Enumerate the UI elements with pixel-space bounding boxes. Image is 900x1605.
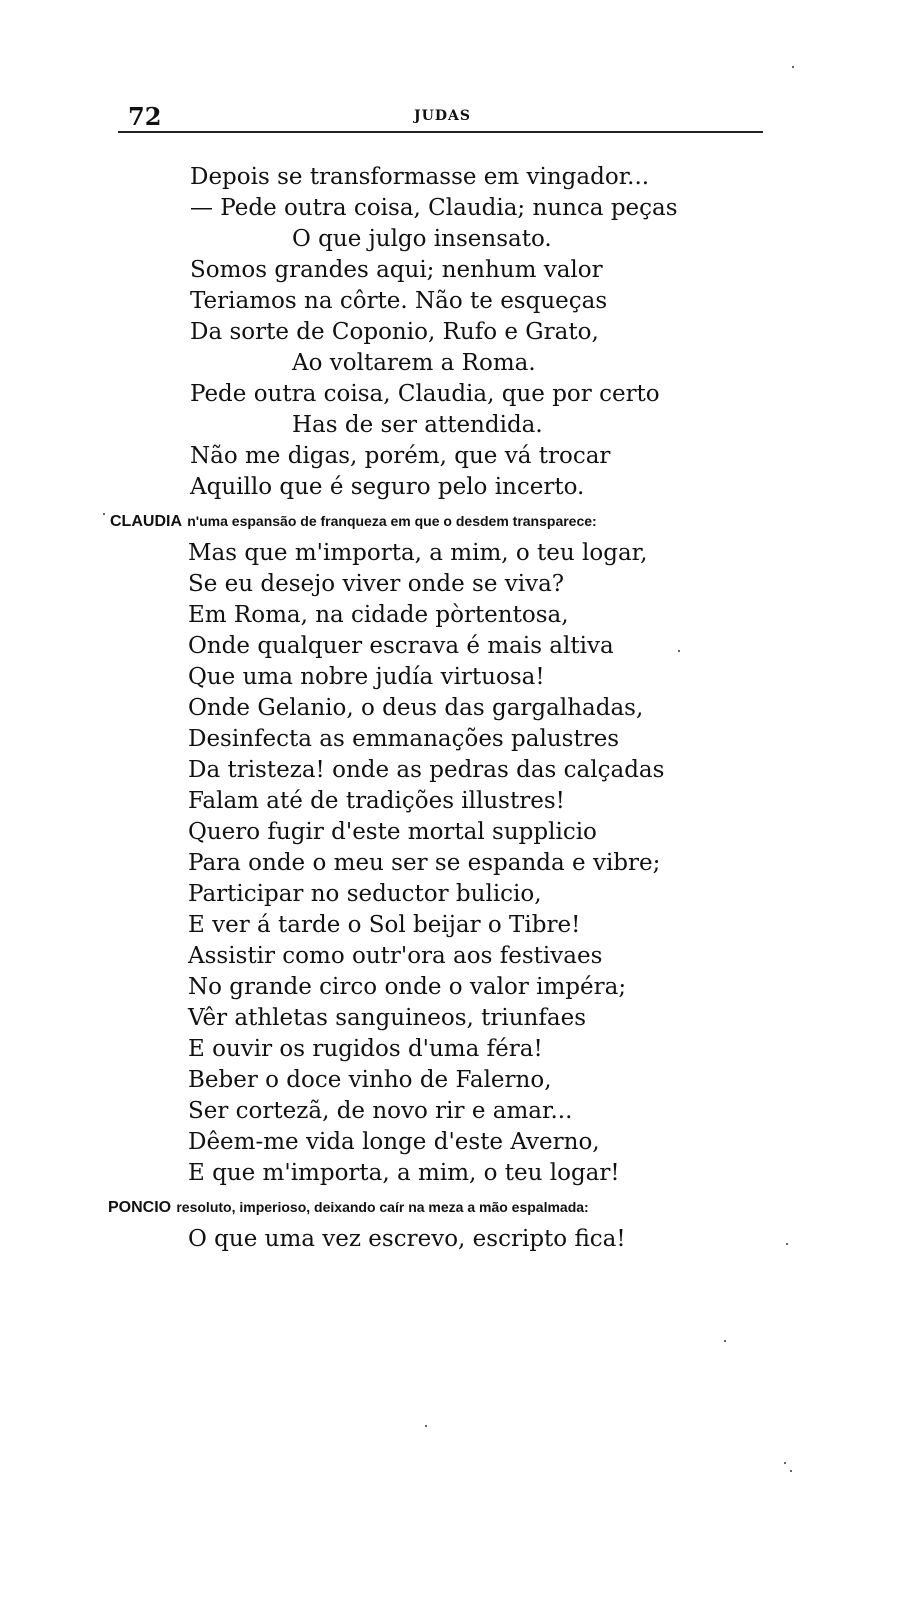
verse-line: Onde qualquer escrava é mais altiva — [188, 633, 614, 659]
header-rule — [118, 131, 763, 133]
verse-line: Aquillo que é seguro pelo incerto. — [190, 474, 585, 500]
verse-line: E ouvir os rugidos d'uma féra! — [188, 1036, 543, 1062]
verse-line: Quero fugir d'este mortal supplicio — [188, 819, 597, 845]
verse-line: O que uma vez escrevo, escripto fica! — [188, 1226, 626, 1252]
scan-speck — [792, 66, 794, 68]
verse-line: E ver á tarde o Sol beijar o Tibre! — [188, 912, 581, 938]
verse-line: Não me digas, porém, que vá trocar — [190, 443, 611, 469]
scan-speck — [678, 650, 680, 652]
scan-speck — [425, 1425, 427, 1427]
running-title: JUDAS — [414, 108, 471, 124]
verse-line: Ser cortezã, de novo rir e amar... — [188, 1098, 573, 1124]
scan-speck — [784, 1462, 786, 1464]
verse-line: Vêr athletas sanguineos, triunfaes — [188, 1005, 586, 1031]
verse-line: Assistir como outr'ora aos festivaes — [188, 943, 603, 969]
verse-line: Teriamos na côrte. Não te esqueças — [190, 288, 608, 314]
speaker-heading-claudia — [110, 509, 597, 533]
verse-line: Falam até de tradições illustres! — [188, 788, 565, 814]
verse-line: Que uma nobre judía virtuosa! — [188, 664, 545, 690]
verse-line: Da sorte de Coponio, Rufo e Grato, — [190, 319, 599, 345]
verse-line: Dêem-me vida longe d'este Averno, — [188, 1129, 600, 1155]
page-number: 72 — [128, 102, 162, 131]
verse-line: Onde Gelanio, o deus das gargalhadas, — [188, 695, 644, 721]
scan-speck — [103, 513, 105, 515]
verse-line: O que julgo insensato. — [292, 226, 552, 252]
verse-line: Mas que m'importa, a mim, o teu logar, — [188, 540, 648, 566]
speaker-name: CLAUDIA — [110, 513, 182, 530]
stage-direction: resoluto, imperioso, deixando caír na meza a mão espalmada: — [176, 1199, 589, 1215]
verse-line: Desinfecta as emmanações palustres — [188, 726, 620, 752]
verse-line: Em Roma, na cidade pòrtentosa, — [188, 602, 569, 628]
scan-speck — [790, 1470, 792, 1472]
verse-line: Somos grandes aqui; nenhum valor — [190, 257, 603, 283]
verse-line: Has de ser attendida. — [292, 412, 543, 438]
verse-line: Pede outra coisa, Claudia, que por certo — [190, 381, 660, 407]
verse-line: Ao voltarem a Roma. — [292, 350, 536, 376]
verse-line: Beber o doce vinho de Falerno, — [188, 1067, 552, 1093]
verse-line: Participar no seductor bulicio, — [188, 881, 542, 907]
verse-line: No grande circo onde o valor impéra; — [188, 974, 627, 1000]
verse-line: — Pede outra coisa, Claudia; nunca peças — [190, 195, 678, 221]
page-header — [118, 100, 763, 134]
verse-line: Para onde o meu ser se espanda e vibre; — [188, 850, 661, 876]
stage-direction: n'uma espansão de franqueza em que o desdem transparece: — [187, 513, 597, 529]
scan-speck — [724, 1340, 726, 1342]
speaker-name: PONCIO — [108, 1199, 172, 1216]
verse-line: Da tristeza! onde as pedras das calçadas — [188, 757, 665, 783]
verse-line: E que m'importa, a mim, o teu logar! — [188, 1160, 620, 1186]
verse-line: Se eu desejo viver onde se viva? — [188, 571, 565, 597]
scan-speck — [786, 1243, 788, 1245]
speaker-heading-poncio — [108, 1195, 589, 1219]
verse-line: Depois se transformasse em vingador... — [190, 164, 650, 190]
